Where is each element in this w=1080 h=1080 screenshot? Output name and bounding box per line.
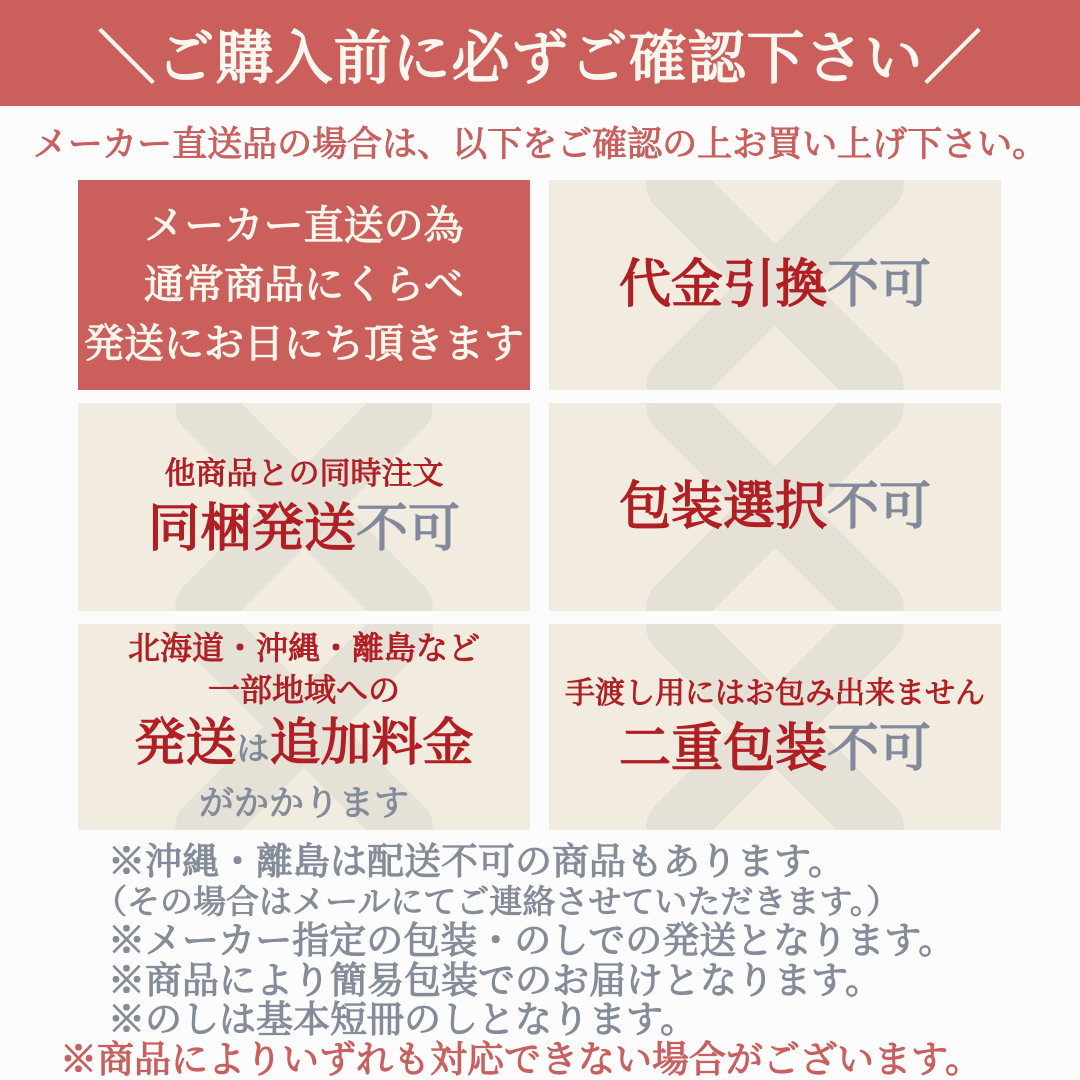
prohibit-label: [619, 716, 931, 782]
prohibit-subject: 二重包装: [618, 720, 827, 778]
prohibit-subject: 同梱発送: [147, 500, 356, 558]
cell-wrapping-selection-not-available: [549, 403, 1001, 611]
footnote: ※商品により簡易包装でのお届けとなります。: [108, 959, 883, 1001]
surcharge-region-line: 北海道・沖縄・離島など: [127, 630, 480, 666]
prohibit-suffix: 不可: [827, 720, 932, 778]
prohibit-label: [619, 252, 931, 318]
subtitle: メーカー直送品の場合は、以下をご確認の上お買い上げ下さい。: [32, 125, 1048, 164]
header-banner: [0, 0, 1080, 106]
cell-direct-shipping-notice: [78, 180, 530, 390]
surcharge-region-line: 一部地域への: [207, 672, 400, 708]
cell-bundle-shipping-not-available: [78, 403, 530, 611]
footnote: ※メーカー指定の包装・のしでの発送となります。: [108, 920, 956, 961]
cell-cod-not-available: [549, 180, 1001, 390]
surcharge-main-line: [134, 711, 473, 781]
footnote: ※のしは基本短冊のしとなります。: [108, 999, 698, 1040]
footnote: （その場合はメールにてご連絡させていただきます。）: [94, 882, 900, 920]
cell-double-wrapping-not-available: [549, 624, 1001, 830]
prohibit-subject: 代金引換: [618, 256, 827, 314]
prohibit-suffix: 不可: [827, 478, 932, 536]
notice-grid: [78, 180, 1001, 830]
surcharge-particle: は: [236, 730, 270, 767]
surcharge-keyword: 発送: [134, 714, 237, 771]
notice-line: 発送にお日にち頂きます: [84, 321, 524, 366]
prohibit-sublabel: 他商品との同時注文: [164, 456, 444, 491]
footnote-warning: ※商品によりいずれも対応できない場合がございます。: [60, 1038, 983, 1080]
prohibit-label: [148, 496, 460, 562]
cell-remote-area-surcharge: [78, 624, 530, 830]
page-title: ＼ご購入前に必ずご確認下さい／: [97, 26, 983, 91]
prohibit-label: [619, 474, 931, 540]
surcharge-keyword: 追加料金: [269, 714, 474, 771]
prohibit-suffix: 不可: [827, 256, 932, 314]
prohibit-suffix: 不可: [356, 500, 461, 558]
prohibit-subject: 包装選択: [618, 478, 827, 536]
footnotes: [0, 842, 1080, 1079]
notice-line: メーカー直送の為: [144, 203, 464, 248]
prohibit-sublabel: 手渡し用にはお包み出来ません: [565, 677, 985, 710]
notice-line: 通常商品にくらべ: [144, 262, 464, 307]
surcharge-tail-line: がかかります: [198, 784, 409, 823]
footnote: ※沖縄・離島は配送不可の商品もあります。: [108, 841, 846, 882]
